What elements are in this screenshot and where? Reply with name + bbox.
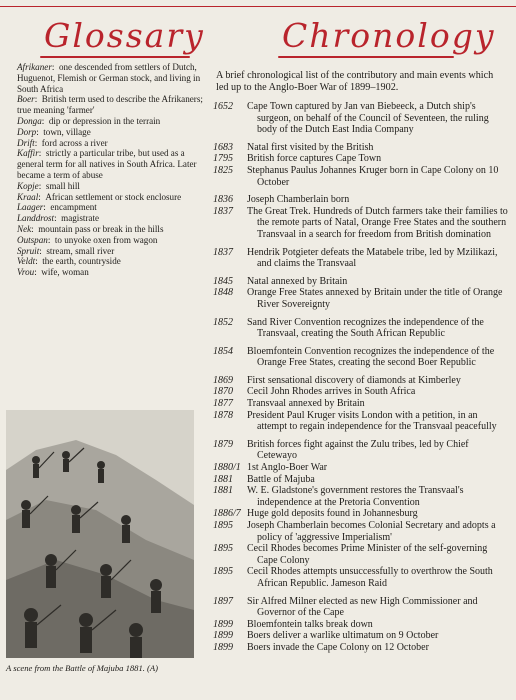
glossary-entry: Kaffir: strictly a particular tribe, but used as a general term for all natives in South Africa. Later became a term of abuse [17,148,197,180]
event-year: 1899 [213,618,233,630]
glossary-definition: stream, small river [46,245,115,256]
chronology-list [213,101,509,654]
chronology-event [213,346,509,369]
event-text: Cecil John Rhodes arrives in South Africa [247,386,416,398]
event-text: Boers invade the Cape Colony on 12 October [247,641,429,653]
event-year: 1837 [213,205,233,217]
event-year: 1899 [213,641,233,653]
event-year: 1869 [213,374,233,386]
chronology-event [213,375,509,387]
chronology-event [213,508,509,520]
chronology-event [213,153,509,165]
chronology-event [213,206,509,241]
glossary-definition: town, village [43,126,91,137]
battle-engraving-image [6,410,194,658]
glossary-term: Donga [17,115,42,126]
event-text: Transvaal annexed by Britain [247,398,365,410]
glossary-term: Kraal [17,191,39,202]
event-year: 1897 [213,595,233,607]
glossary-term: Dorp [17,126,37,137]
glossary-term: Landdrost [17,213,55,224]
event-year: 1795 [213,153,233,165]
event-text: Natal annexed by Britain [247,275,348,287]
event-year: 1854 [213,345,233,357]
chronology-event [213,410,509,433]
event-year: 1825 [213,164,233,176]
event-year: 1881 [213,473,233,485]
glossary-definition: small hill [45,180,80,191]
event-text: Boers deliver a warlike ultimatum on 9 October [247,630,439,642]
chronology-event [213,398,509,410]
chronology-event [213,543,509,566]
event-year: 1836 [213,194,233,206]
chronology-event [213,619,509,631]
chronology-event [213,287,509,310]
chronology-event [213,462,509,474]
glossary-entry: Kraal: African settlement or stock enclosure [17,191,182,202]
chronology-event [213,142,509,154]
event-text: British forces fight against the Zulu tribes, led by Chief Cetewayo [247,438,469,462]
glossary-term: Nek [17,223,32,234]
glossary-definition: British term used to describe the Afrikaners; true meaning 'farmer' [17,94,203,116]
event-text: Natal first visited by the British [247,141,374,153]
event-text: Stephanus Paulus Johannes Kruger born in Cape Colony on 10 October [247,164,499,188]
glossary-term: Boer [17,94,35,105]
event-year: 1878 [213,409,233,421]
event-text: Huge gold deposits found in Johannesburg [247,508,418,520]
event-year: 1877 [213,398,233,410]
chronology-event [213,317,509,340]
event-year: 1895 [213,543,233,555]
glossary-entry: Dorp: town, village [17,126,91,137]
glossary-term: Kaffir [17,148,39,159]
event-year: 1848 [213,287,233,299]
glossary-entry: Landdrost: magistrate [17,213,100,224]
glossary-definition: dip or depression in the terrain [48,115,161,126]
glossary-entry: Afrikaner: one descended from settlers of Dutch, Huguenot, Flemish or German stock, and living in South Africa [17,62,201,94]
glossary-entry: Veldt: the earth, countryside [17,256,121,267]
glossary-definition: the earth, countryside [42,256,121,267]
glossary-definition: magistrate [61,213,100,224]
event-year: 1845 [213,275,233,287]
chronology-event [213,485,509,508]
glossary-entry: Drift: ford across a river [17,137,108,148]
chronology-event [213,276,509,288]
event-text: Hendrik Potgieter defeats the Matabele tribe, led by Mzilikazi, and claims the Transvaal [247,246,498,270]
event-year: 1852 [213,316,233,328]
battle-illustration [6,410,194,658]
chronology-event [213,596,509,619]
event-text: Cecil Rhodes attempts unsuccessfully to overthrow the South African Republic. Jameson Raid [247,566,493,589]
event-text: First sensational discovery of diamonds at Kimberley [247,374,461,386]
event-text: Cape Town captured by Jan van Biebeeck, a Dutch ship's surgeon, on behalf of the Council of Seventeen, the ruling body of the Dutch East India Company [247,101,489,136]
glossary-definition: encampment [50,202,97,213]
chronology-event [213,386,509,398]
top-rule [0,6,516,7]
glossary-term: Laager [17,202,44,213]
glossary-term: Kopje [17,180,39,191]
glossary-definition: mountain pass or break in the hills [38,223,164,234]
event-text: Joseph Chamberlain born [247,194,350,206]
glossary-term: Spruit [17,245,40,256]
event-text: Joseph Chamberlain becomes Colonial Secretary and adopts a policy of 'aggressive Imperialism' [247,520,496,543]
chronology-event [213,439,509,462]
glossary-entry: Laager: encampment [17,202,97,213]
event-text: Bloemfontein Convention recognizes the independence of the Orange Free States, creating the second Boer Republic [247,345,495,369]
event-text: The Great Trek. Hundreds of Dutch farmers take their families to the remote parts of Natal, Orange Free States and the southern Transvaal in a search for freedom from British domination [247,205,508,240]
glossary-term: Outspan [17,234,48,245]
chronology-event [213,165,509,188]
event-text: Battle of Majuba [247,473,315,485]
illustration-caption: A scene from the Battle of Majuba 1881. (A) [6,663,159,673]
event-year: 1895 [213,520,233,531]
glossary-entry: Donga: dip or depression in the terrain [17,115,161,126]
glossary-title: Glossary [44,16,205,55]
event-year: 1837 [213,246,233,258]
glossary-entry: Boer: British term used to describe the Afrikaners; true meaning 'farmer' [17,94,203,116]
glossary-definition: strictly a particular tribe, but used as a general term for all natives in South Africa. Later became a term of abuse [17,148,197,180]
chronology-event [213,101,509,136]
event-year: 1652 [213,101,233,112]
chronology-event [213,474,509,486]
event-text: Sir Alfred Milner elected as new High Commissioner and Governor of the Cape [247,595,478,619]
event-text: Sand River Convention recognizes the independence of the Transvaal, creating the South African Republic [247,316,484,340]
chronology-intro: A brief chronological list of the contributory and main events which led up to the Anglo-Boer War of 1899–1902. [216,70,494,94]
glossary-term: Afrikaner [17,62,52,72]
glossary-title-underline [40,56,190,58]
glossary-definition: wife, woman [41,267,89,278]
chronology-title: Chronology [282,16,496,55]
event-text: 1st Anglo-Boer War [247,462,328,474]
glossary-term: Veldt [17,256,36,267]
event-year: 1683 [213,141,233,153]
chronology-event [213,194,509,206]
event-year: 1881 [213,485,233,497]
event-year: 1880/1 [213,462,241,474]
glossary-definition: African settlement or stock enclosure [45,191,182,202]
event-year: 1870 [213,386,233,398]
glossary-entry: Nek: mountain pass or break in the hills [17,223,164,234]
glossary-entry: Outspan: to unyoke oxen from wagon [17,234,158,245]
event-text: Cecil Rhodes becomes Prime Minister of the self-governing Cape Colony [247,543,488,566]
event-year: 1879 [213,438,233,450]
chronology-event [213,247,509,270]
chronology-title-underline [278,56,454,58]
glossary-definition: ford across a river [41,137,108,148]
event-year: 1886/7 [213,508,241,520]
glossary-term: Vrou [17,267,35,278]
glossary-term: Drift [17,137,35,148]
chronology-event [213,642,509,654]
glossary-entry: Kopje: small hill [17,180,80,191]
event-text: Orange Free States annexed by Britain under the title of Orange River Sovereignty [247,287,503,310]
chronology-event [213,520,509,543]
event-text: British force captures Cape Town [247,153,382,165]
event-year: 1895 [213,566,233,578]
chronology-event [213,630,509,642]
glossary-definition: to unyoke oxen from wagon [54,234,158,245]
glossary-entry: Vrou: wife, woman [17,267,89,278]
event-text: Bloemfontein talks break down [247,618,373,630]
event-year: 1899 [213,630,233,642]
event-text: President Paul Kruger visits London with a petition, in an attempt to regain independence for the Transvaal peacefully [247,409,497,433]
glossary-entry: Spruit: stream, small river [17,245,115,256]
event-text: W. E. Gladstone's government restores the Transvaal's independence at the Pretoria Convention [247,485,464,508]
glossary-list [17,62,205,278]
glossary-definition: one descended from settlers of Dutch, Huguenot, Flemish or German stock, and living in South Africa [17,62,201,94]
chronology-event [213,566,509,589]
